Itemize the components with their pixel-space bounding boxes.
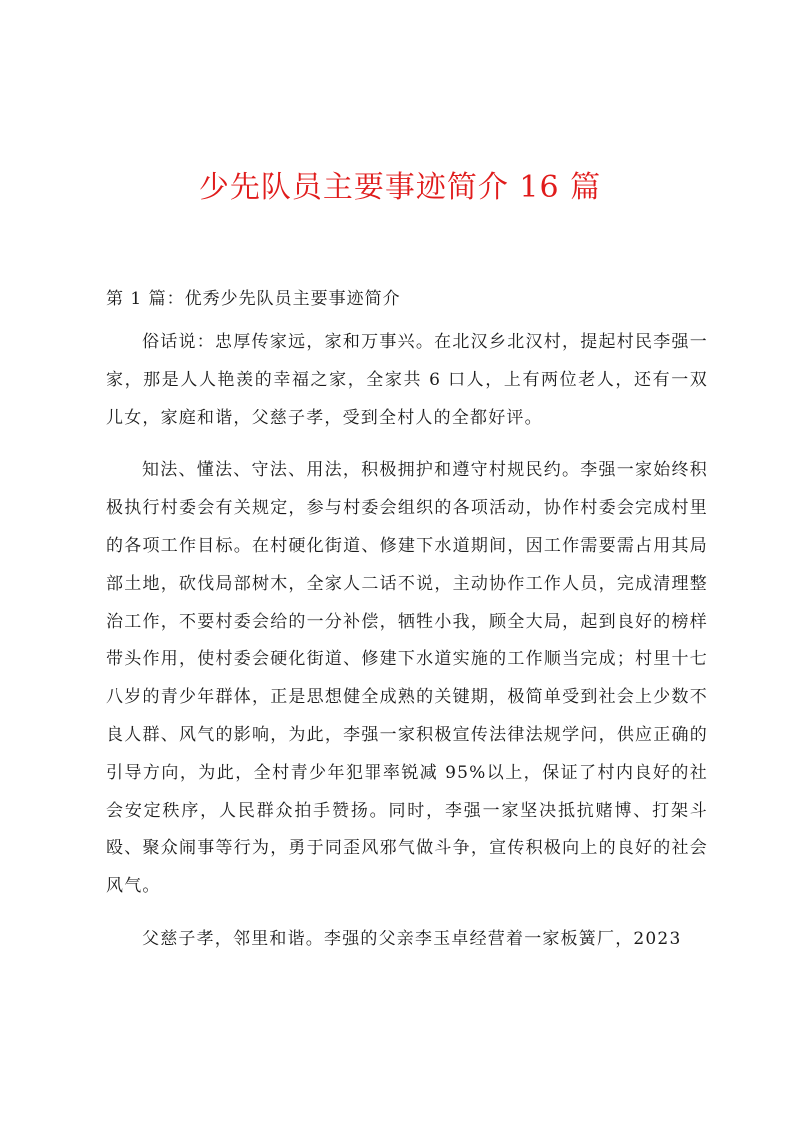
paragraph-1: 俗话说：忠厚传家远，家和万事兴。在北汉乡北汉村，提起村民李强一家，那是人人艳羡的幸福之家，全家共 6 口人，上有两位老人，还有一双儿女，家庭和谐，父慈子孝，受到全村人的全都好评。	[106, 332, 708, 428]
document-title: 少先队员主要事迹简介 16 篇	[198, 170, 602, 205]
section-heading: 第 1 篇：优秀少先队员主要事迹简介	[106, 289, 401, 309]
paragraph-2: 知法、懂法、守法、用法，积极拥护和遵守村规民约。李强一家始终积极执行村委会有关规定，参与村委会组织的各项活动，协作村委会完成村里的各项工作目标。在村硬化街道、修建下水道期间，因工作需要需占用其局部土地，砍伐局部树木，全家人二话不说，主动协作工作人员，完成清理整治工作，不要村委会给的一分补偿，牺牲小我，顾全大局，起到良好的榜样带头作用，使村委会硬化街道、修建下水道实施的工作顺当完成；村里十七八岁的青少年群体，正是思想健全成熟的关键期，极简单受到社会上少数不良人群、风气的影响，为此，李强一家积极宣传法律法规学问，供应正确的引导方向，为此，全村青少年犯罪率锐减 95%以上，保证了村内良好的社会安定秩序，人民群众拍手赞扬。同时，李强一家坚决抵抗赌博、打架斗殴、聚众闹事等行为，勇于同歪风邪气做斗争，宣传积极向上的良好的社会风气。	[106, 460, 708, 897]
document-body	[106, 324, 708, 974]
paragraph-3: 父慈子孝，邻里和谐。李强的父亲李玉卓经营着一家板簧厂，2023	[142, 928, 682, 949]
